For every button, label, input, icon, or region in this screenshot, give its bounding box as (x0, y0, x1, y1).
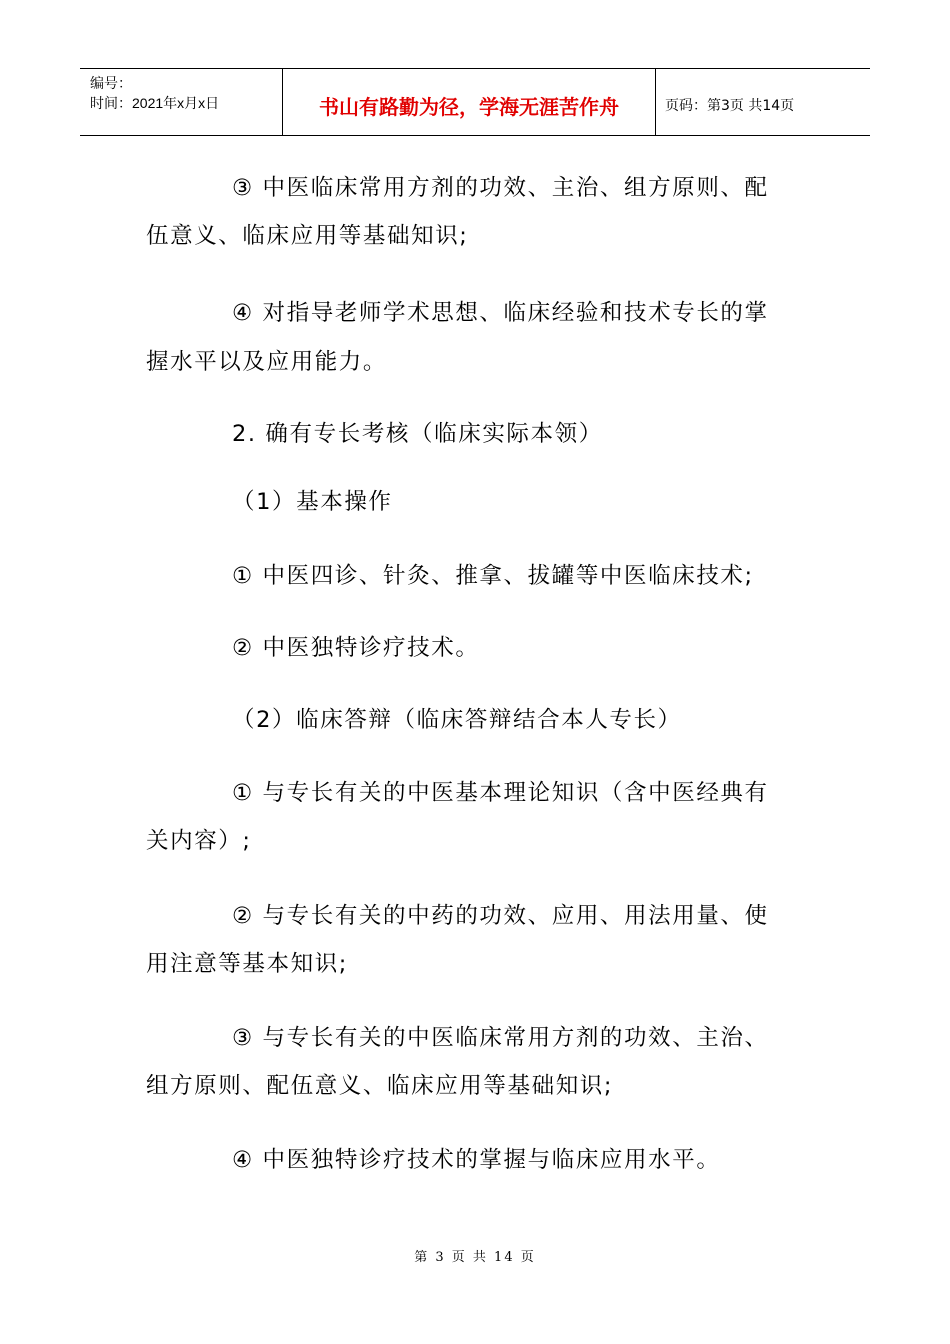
list-item: 用注意等基本知识; (146, 951, 348, 977)
paragraph-line: 伍意义、临床应用等基础知识; (146, 223, 469, 249)
page-footer: 第 3 页 共 14 页 (414, 1250, 536, 1265)
list-item: ② 与专长有关的中药的功效、应用、用法用量、使 (232, 903, 769, 929)
header-page-info: 页码：第3页 共14页 (665, 98, 795, 114)
paragraph-line: ③ 中医临床常用方剂的功效、主治、组方原则、配 (232, 175, 769, 201)
page-header (80, 68, 870, 136)
subsection-heading: （2）临床答辩（临床答辩结合本人专长） (232, 707, 682, 733)
header-page-cell (656, 69, 870, 135)
header-motto-cell (283, 69, 656, 135)
list-item: ② 中医独特诊疗技术。 (232, 635, 480, 661)
list-item: 关内容）; (146, 828, 252, 854)
paragraph-line: ④ 对指导老师学术思想、临床经验和技术专长的掌 (232, 300, 769, 326)
list-item: ③ 与专长有关的中医临床常用方剂的功效、主治、 (232, 1025, 769, 1051)
section-heading: 2. 确有专长考核（临床实际本领） (232, 421, 603, 447)
list-item: ① 中医四诊、针灸、推拿、拔罐等中医临床技术; (232, 563, 754, 589)
list-item: ④ 中医独特诊疗技术的掌握与临床应用水平。 (232, 1147, 721, 1173)
paragraph-line: 握水平以及应用能力。 (146, 349, 388, 375)
header-motto: 书山有路勤为径，学海无涯苦作舟 (319, 94, 619, 119)
subsection-heading: （1）基本操作 (232, 489, 393, 515)
list-item: 组方原则、配伍意义、临床应用等基础知识; (146, 1073, 614, 1099)
header-meta-cell (80, 69, 283, 135)
document-number-label: 编号： (90, 75, 132, 91)
document-date-label: 时间：2021年x月x日 (90, 95, 220, 111)
list-item: ① 与专长有关的中医基本理论知识（含中医经典有 (232, 780, 769, 806)
